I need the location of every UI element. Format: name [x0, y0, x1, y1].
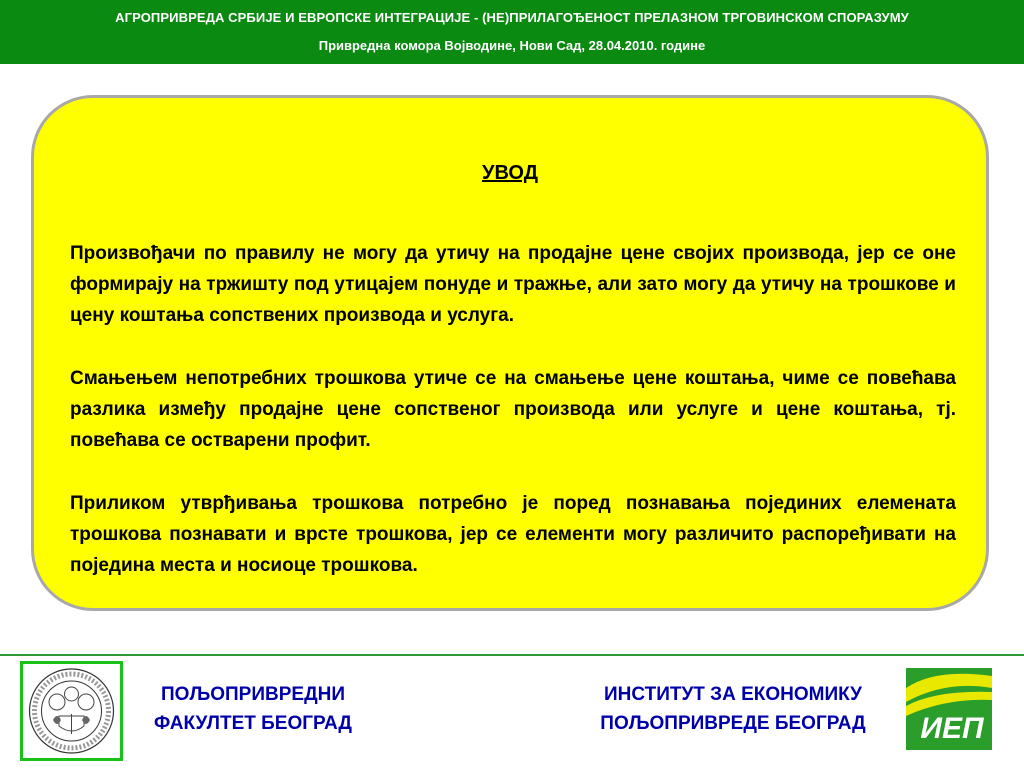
institute-name: [568, 680, 898, 738]
iep-logo-icon: [906, 668, 992, 750]
header-subtitle: Привредна комора Војводине, Нови Сад, 28.04.2010. године: [318, 38, 706, 53]
paragraph-2: Смањењем непотребних трошкова утиче се на смањење цене коштања, чиме се повећава разлика између продајне цене сопственог производа или услуге и цене коштања, тј. повећава се остварени профит.: [70, 368, 956, 451]
institute-name-line1: ИНСТИТУТ ЗА ЕКОНОМИКУ: [603, 684, 863, 705]
faculty-name-line1: ПОЉОПРИВРЕДНИ: [161, 684, 345, 705]
faculty-seal-icon: [20, 661, 123, 761]
iep-logo-text: ИЕП: [920, 712, 984, 745]
card-title: УВОД: [482, 162, 538, 184]
header-banner: [0, 0, 1024, 64]
faculty-name-line2: ФАКУЛТЕТ БЕОГРАД: [154, 713, 352, 734]
intro-card: [31, 95, 989, 611]
faculty-name: [118, 680, 388, 738]
footer-divider: [0, 654, 1024, 656]
header-title: АГРОПРИВРЕДА СРБИЈЕ И ЕВРОПСКЕ ИНТЕГРАЦИЈЕ - (НЕ)ПРИЛАГОЂЕНОСТ ПРЕЛАЗНОМ ТРГОВИНСКОМ СПОРАЗУМУ: [115, 10, 909, 25]
paragraph-1: Произвођачи по правилу не могу да утичу на продајне цене својих производа, јер се оне формирају на тржишту под утицајем понуде и тражње, али зато могу да утичу на трошкове и цену коштања сопствених производа и услуга.: [70, 243, 956, 326]
paragraph-3: Приликом утврђивања трошкова потребно је поред познавања појединих елемената трошкова познавати и врсте трошкова, јер се елементи могу различито распоређивати на појединa места и носиоце трошкова.: [70, 493, 956, 576]
institute-name-line2: ПОЉОПРИВРЕДЕ БЕОГРАД: [600, 713, 866, 734]
